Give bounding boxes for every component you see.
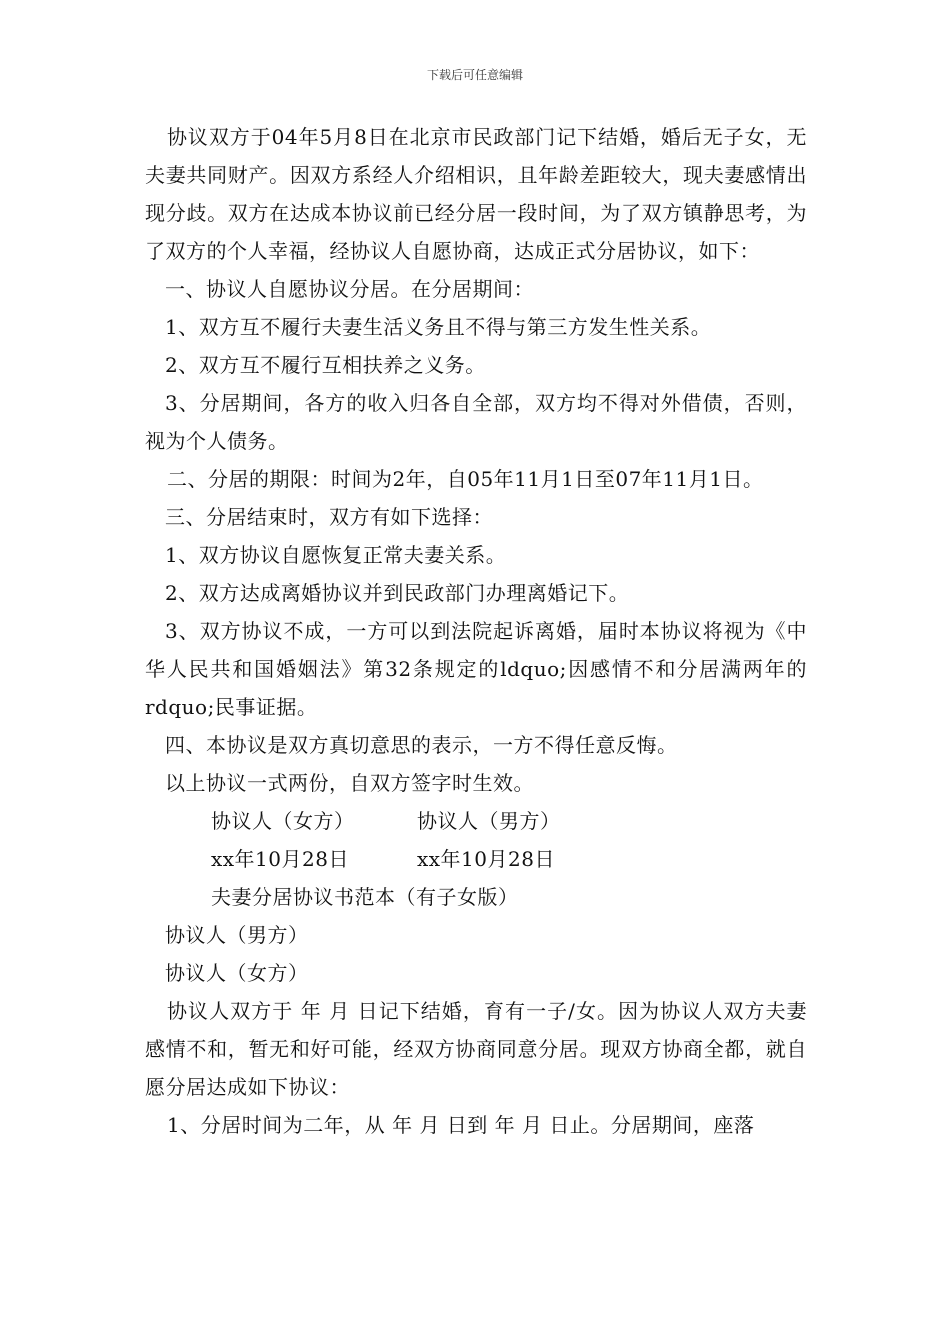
- female-party-label: 协议人（女方）: [211, 809, 355, 833]
- section-one-item-1: 1、双方互不履行夫妻生活义务且不得与第三方发生性关系。: [165, 315, 712, 339]
- signature-labels-row: [145, 802, 807, 840]
- section-one-item-3: 3、分居期间，各方的收入归各自全部，双方均不得对外借债，否则，视为个人债务。: [145, 391, 807, 453]
- page-header: 下载后可任意编辑: [426, 68, 523, 82]
- second-doc-item-1: 1、分居时间为二年，从 年 月 日到 年 月 日止。分居期间，座落: [167, 1113, 755, 1137]
- female-sign-date: xx年10月28日: [211, 847, 349, 871]
- section-one-item-2: 2、双方互不履行互相扶养之义务。: [165, 353, 486, 377]
- male-party-label: 协议人（男方）: [417, 809, 561, 833]
- section-two: 二、分居的期限：时间为2年，自05年11月1日至07年11月1日。: [167, 467, 764, 491]
- section-one-heading: 一、协议人自愿协议分居。在分居期间：: [165, 277, 534, 301]
- intro-paragraph: 协议双方于04年5月8日在北京市民政部门记下结婚，婚后无子女，无夫妻共同财产。因双方系经人介绍相识，且年龄差距较大，现夫妻感情出现分歧。双方在达成本协议前已经分居一段时间，为了双方镇静思考，为了双方的个人幸福，经协议人自愿协商，达成正式分居协议，如下：: [145, 125, 807, 263]
- closing-statement: 以上协议一式两份，自双方签字时生效。: [165, 771, 534, 795]
- section-three-item-1: 1、双方协议自愿恢复正常夫妻关系。: [165, 543, 507, 567]
- document-body: [145, 118, 807, 1144]
- section-three-item-3: 3、双方协议不成，一方可以到法院起诉离婚，届时本协议将视为《中华人民共和国婚姻法》第32条规定的ldquo;因感情不和分居满两年的rdquo;民事证据。: [145, 619, 807, 719]
- male-sign-date: xx年10月28日: [417, 847, 555, 871]
- section-three-heading: 三、分居结束时，双方有如下选择：: [165, 505, 493, 529]
- signature-dates-row: [145, 840, 807, 878]
- second-doc-party-male: 协议人（男方）: [165, 923, 309, 947]
- section-four: 四、本协议是双方真切意思的表示，一方不得任意反悔。: [165, 733, 678, 757]
- second-document-title: 夫妻分居协议书范本（有子女版）: [211, 885, 519, 909]
- second-doc-intro: 协议人双方于 年 月 日记下结婚，育有一子/女。因为协议人双方夫妻感情不和，暂无和好可能，经双方协商同意分居。现双方协商全都，就自愿分居达成如下协议：: [145, 999, 807, 1099]
- second-doc-party-female: 协议人（女方）: [165, 961, 309, 985]
- section-three-item-2: 2、双方达成离婚协议并到民政部门办理离婚记下。: [165, 581, 630, 605]
